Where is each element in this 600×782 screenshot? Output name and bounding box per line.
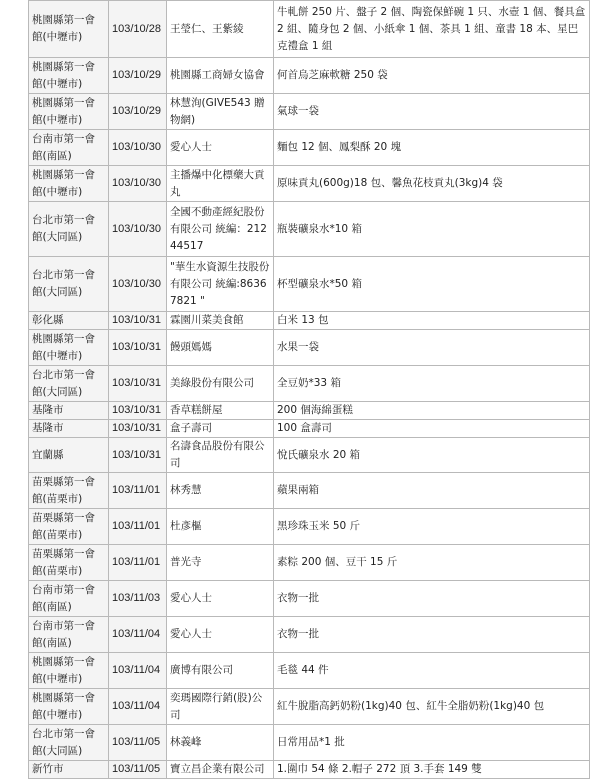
items-cell: 麵包 12 個、鳳梨酥 20 塊 <box>274 130 590 166</box>
table-row <box>29 1 590 58</box>
donor-cell: 愛心人士 <box>167 581 274 617</box>
date-cell: 103/10/31 <box>109 438 167 473</box>
table-row <box>29 257 590 312</box>
location-cell: 苗栗縣第一會館(苗栗市) <box>29 545 109 581</box>
table-row <box>29 473 590 509</box>
location-cell: 桃園縣第一會館(中壢市) <box>29 689 109 725</box>
date-cell: 103/11/04 <box>109 689 167 725</box>
table-row <box>29 617 590 653</box>
table-row <box>29 312 590 330</box>
location-cell: 桃園縣第一會館(中壢市) <box>29 330 109 366</box>
table-row <box>29 653 590 689</box>
donation-table-body <box>29 1 590 779</box>
donor-cell: 名濤食品股份有限公司 <box>167 438 274 473</box>
items-cell: 杯型礦泉水*50 箱 <box>274 257 590 312</box>
donor-cell: "華生水資源生技股份有限公司 統編:86367821 " <box>167 257 274 312</box>
location-cell: 桃園縣第一會館(中壢市) <box>29 58 109 94</box>
items-cell: 牛軋餅 250 片、盤子 2 個、陶瓷保鮮碗 1 只、水壺 1 個、餐具盒 2 組、隨身包 2 個、小紙傘 1 個、茶具 1 組、童書 18 本、星巴克禮盒 1 組 <box>274 1 590 58</box>
date-cell: 103/10/31 <box>109 366 167 402</box>
items-cell: 100 盒壽司 <box>274 420 590 438</box>
table-row <box>29 545 590 581</box>
location-cell: 桃園縣第一會館(中壢市) <box>29 653 109 689</box>
items-cell: 悅氏礦泉水 20 箱 <box>274 438 590 473</box>
items-cell: 氣球一袋 <box>274 94 590 130</box>
donor-cell: 王瑩仁、王紫綾 <box>167 1 274 58</box>
items-cell: 原味貢丸(600g)18 包、馨魚花枝貢丸(3kg)4 袋 <box>274 166 590 202</box>
date-cell: 103/11/05 <box>109 725 167 761</box>
donor-cell: 美綠股份有限公司 <box>167 366 274 402</box>
date-cell: 103/10/30 <box>109 130 167 166</box>
table-row <box>29 761 590 779</box>
location-cell: 台南市第一會館(南區) <box>29 581 109 617</box>
items-cell: 衣物一批 <box>274 581 590 617</box>
donor-cell: 愛心人士 <box>167 617 274 653</box>
date-cell: 103/10/29 <box>109 58 167 94</box>
location-cell: 桃園縣第一會館(中壢市) <box>29 166 109 202</box>
table-row <box>29 330 590 366</box>
donor-cell: 香草糕餅屋 <box>167 402 274 420</box>
donor-cell: 霖園川菜美食館 <box>167 312 274 330</box>
items-cell: 黑珍珠玉米 50 斤 <box>274 509 590 545</box>
date-cell: 103/10/30 <box>109 257 167 312</box>
date-cell: 103/10/31 <box>109 420 167 438</box>
date-cell: 103/11/01 <box>109 509 167 545</box>
table-row <box>29 438 590 473</box>
location-cell: 台北市第一會館(大同區) <box>29 366 109 402</box>
table-row <box>29 689 590 725</box>
items-cell: 水果一袋 <box>274 330 590 366</box>
items-cell: 日常用品*1 批 <box>274 725 590 761</box>
location-cell: 台南市第一會館(南區) <box>29 130 109 166</box>
items-cell: 白米 13 包 <box>274 312 590 330</box>
items-cell: 毛毯 44 件 <box>274 653 590 689</box>
table-row <box>29 366 590 402</box>
donor-cell: 寶立昌企業有限公司 <box>167 761 274 779</box>
table-row <box>29 58 590 94</box>
date-cell: 103/11/01 <box>109 473 167 509</box>
date-cell: 103/10/29 <box>109 94 167 130</box>
donor-cell: 林秀慧 <box>167 473 274 509</box>
date-cell: 103/11/03 <box>109 581 167 617</box>
donor-cell: 杜彥樞 <box>167 509 274 545</box>
donation-table-container <box>28 0 589 779</box>
donation-table <box>28 0 590 779</box>
items-cell: 200 個海綿蛋糕 <box>274 402 590 420</box>
table-row <box>29 509 590 545</box>
location-cell: 台北市第一會館(大同區) <box>29 257 109 312</box>
donor-cell: 林慧洵(GIVE543 贈物網) <box>167 94 274 130</box>
location-cell: 彰化縣 <box>29 312 109 330</box>
location-cell: 苗栗縣第一會館(苗栗市) <box>29 509 109 545</box>
location-cell: 基隆市 <box>29 420 109 438</box>
table-row <box>29 402 590 420</box>
items-cell: 1.圍巾 54 條 2.帽子 272 頂 3.手套 149 雙 <box>274 761 590 779</box>
items-cell: 衣物一批 <box>274 617 590 653</box>
location-cell: 苗栗縣第一會館(苗栗市) <box>29 473 109 509</box>
donor-cell: 廣博有限公司 <box>167 653 274 689</box>
location-cell: 基隆市 <box>29 402 109 420</box>
date-cell: 103/10/30 <box>109 202 167 257</box>
donor-cell: 桃園縣工商婦女協會 <box>167 58 274 94</box>
location-cell: 宜蘭縣 <box>29 438 109 473</box>
donor-cell: 主播爆中化標藥大貢丸 <box>167 166 274 202</box>
date-cell: 103/11/05 <box>109 761 167 779</box>
donor-cell: 奕瑪國際行銷(股)公司 <box>167 689 274 725</box>
location-cell: 桃園縣第一會館(中壢市) <box>29 94 109 130</box>
location-cell: 台南市第一會館(南區) <box>29 617 109 653</box>
table-row <box>29 420 590 438</box>
items-cell: 瓶裝礦泉水*10 箱 <box>274 202 590 257</box>
donor-cell: 全國不動產經紀股份有限公司 統編：21244517 <box>167 202 274 257</box>
items-cell: 何首烏芝麻軟糖 250 袋 <box>274 58 590 94</box>
table-row <box>29 202 590 257</box>
donor-cell: 林義峰 <box>167 725 274 761</box>
date-cell: 103/10/31 <box>109 330 167 366</box>
items-cell: 全豆奶*33 箱 <box>274 366 590 402</box>
table-row <box>29 130 590 166</box>
table-row <box>29 166 590 202</box>
table-row <box>29 725 590 761</box>
date-cell: 103/11/04 <box>109 617 167 653</box>
date-cell: 103/10/31 <box>109 312 167 330</box>
location-cell: 台北市第一會館(大同區) <box>29 202 109 257</box>
location-cell: 台北市第一會館(大同區) <box>29 725 109 761</box>
date-cell: 103/11/01 <box>109 545 167 581</box>
date-cell: 103/10/30 <box>109 166 167 202</box>
items-cell: 蘋果兩箱 <box>274 473 590 509</box>
location-cell: 桃園縣第一會館(中壢市) <box>29 1 109 58</box>
date-cell: 103/10/28 <box>109 1 167 58</box>
items-cell: 素粽 200 個、豆干 15 斤 <box>274 545 590 581</box>
location-cell: 新竹市 <box>29 761 109 779</box>
items-cell: 紅牛脫脂高鈣奶粉(1kg)40 包、紅牛全脂奶粉(1kg)40 包 <box>274 689 590 725</box>
date-cell: 103/11/04 <box>109 653 167 689</box>
table-row <box>29 94 590 130</box>
donor-cell: 饅頭媽媽 <box>167 330 274 366</box>
table-row <box>29 581 590 617</box>
donor-cell: 愛心人士 <box>167 130 274 166</box>
donor-cell: 盒子壽司 <box>167 420 274 438</box>
donor-cell: 普光寺 <box>167 545 274 581</box>
date-cell: 103/10/31 <box>109 402 167 420</box>
